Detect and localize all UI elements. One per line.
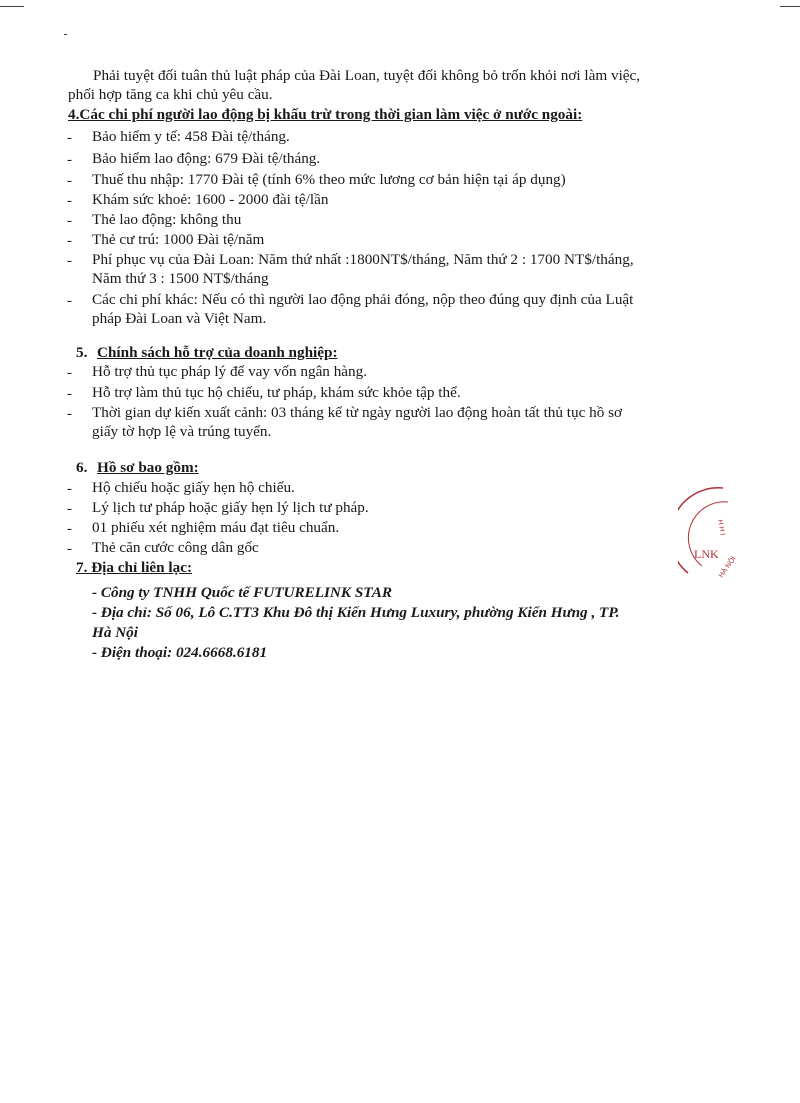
- section5-item-cont: giấy tờ hợp lệ và trúng tuyển.: [92, 423, 272, 440]
- section6-item: Hộ chiếu hoặc giấy hẹn hộ chiếu.: [92, 479, 295, 496]
- seal-ring-letters: H H I: [716, 519, 726, 537]
- section5-item: Hỗ trợ làm thủ tục hộ chiếu, tư pháp, khám sức khỏe tập thể.: [92, 384, 461, 401]
- bullet-dash: -: [67, 152, 72, 168]
- bullet-dash: -: [67, 173, 72, 189]
- section6-heading: Hồ sơ bao gồm:: [97, 459, 199, 476]
- bullet-dash: -: [67, 253, 72, 269]
- intro-line-1: Phải tuyệt đối tuân thủ luật pháp của Đài Loan, tuyệt đối không bỏ trốn khỏi nơi làm việc,: [93, 67, 641, 84]
- section4-item: Thuế thu nhập: 1770 Đài tệ (tính 6% theo mức lương cơ bản hiện tại áp dụng): [92, 171, 566, 188]
- bullet-dash: -: [67, 293, 72, 309]
- bullet-dash: -: [67, 521, 72, 537]
- section7-heading: 7. Địa chỉ liên lạc:: [76, 559, 193, 576]
- bullet-dash: -: [67, 365, 72, 381]
- contact-address-cont: Hà Nội: [92, 624, 138, 641]
- section6-number: 6.: [76, 459, 88, 476]
- section4-item: Các chi phí khác: Nếu có thì người lao động phải đóng, nộp theo đúng quy định của Luật: [92, 291, 634, 308]
- section4-item-cont: Năm thứ 3 : 1500 NT$/tháng: [92, 270, 269, 287]
- bullet-dash: -: [67, 481, 72, 497]
- company-seal: [678, 478, 768, 588]
- section4-item: Bảo hiểm lao động: 679 Đài tệ/tháng.: [92, 150, 321, 167]
- contact-phone: - Điện thoại: 024.6668.6181: [92, 644, 268, 661]
- margin-mark: [64, 34, 67, 35]
- intro-line-2: phối hợp tăng ca khi chủ yêu cầu.: [68, 86, 273, 103]
- top-rule: [0, 6, 24, 7]
- contact-company: - Công ty TNHH Quốc tế FUTURELINK STAR: [92, 584, 392, 601]
- seal-ring-text: HÀ NỘI: [717, 555, 738, 580]
- section4-item: Thẻ lao động: không thu: [92, 211, 242, 228]
- bullet-dash: -: [67, 130, 72, 146]
- section5-heading: Chính sách hỗ trợ của doanh nghiệp:: [97, 344, 338, 361]
- section5-item: Thời gian dự kiến xuất cảnh: 03 tháng kể từ ngày người lao động hoàn tất thủ tục hồ sơ: [92, 404, 623, 421]
- bullet-dash: -: [67, 386, 72, 402]
- section4-item: Bảo hiểm y tế: 458 Đài tệ/tháng.: [92, 128, 290, 145]
- bullet-dash: -: [67, 233, 72, 249]
- bullet-dash: -: [67, 541, 72, 557]
- bullet-dash: -: [67, 406, 72, 422]
- section5-item: Hỗ trợ thủ tục pháp lý để vay vốn ngân hàng.: [92, 363, 368, 380]
- top-rule-right: [780, 6, 800, 7]
- bullet-dash: -: [67, 501, 72, 517]
- section4-item: Thẻ cư trú: 1000 Đài tệ/năm: [92, 231, 265, 248]
- section4-item: Khám sức khoẻ: 1600 - 2000 đài tệ/lần: [92, 191, 329, 208]
- contact-address: - Địa chỉ: Số 06, Lô C.TT3 Khu Đô thị Kiến Hưng Luxury, phường Kiến Hưng , TP.: [92, 604, 620, 621]
- section6-item: Thẻ căn cước công dân gốc: [92, 539, 259, 556]
- section6-item: 01 phiếu xét nghiệm máu đạt tiêu chuẩn.: [92, 519, 340, 536]
- section6-item: Lý lịch tư pháp hoặc giấy hẹn lý lịch tư pháp.: [92, 499, 369, 516]
- bullet-dash: -: [67, 213, 72, 229]
- section4-item: Phí phục vụ của Đài Loan: Năm thứ nhất :1800NT$/tháng, Năm thứ 2 : 1700 NT$/tháng,: [92, 251, 634, 268]
- bullet-dash: -: [67, 193, 72, 209]
- seal-text: LNK: [694, 547, 719, 561]
- section4-heading: 4.Các chi phí người lao động bị khấu trừ trong thời gian làm việc ở nước ngoài:: [68, 106, 583, 123]
- section4-item-cont: pháp Đài Loan và Việt Nam.: [92, 310, 267, 327]
- section5-number: 5.: [76, 344, 88, 361]
